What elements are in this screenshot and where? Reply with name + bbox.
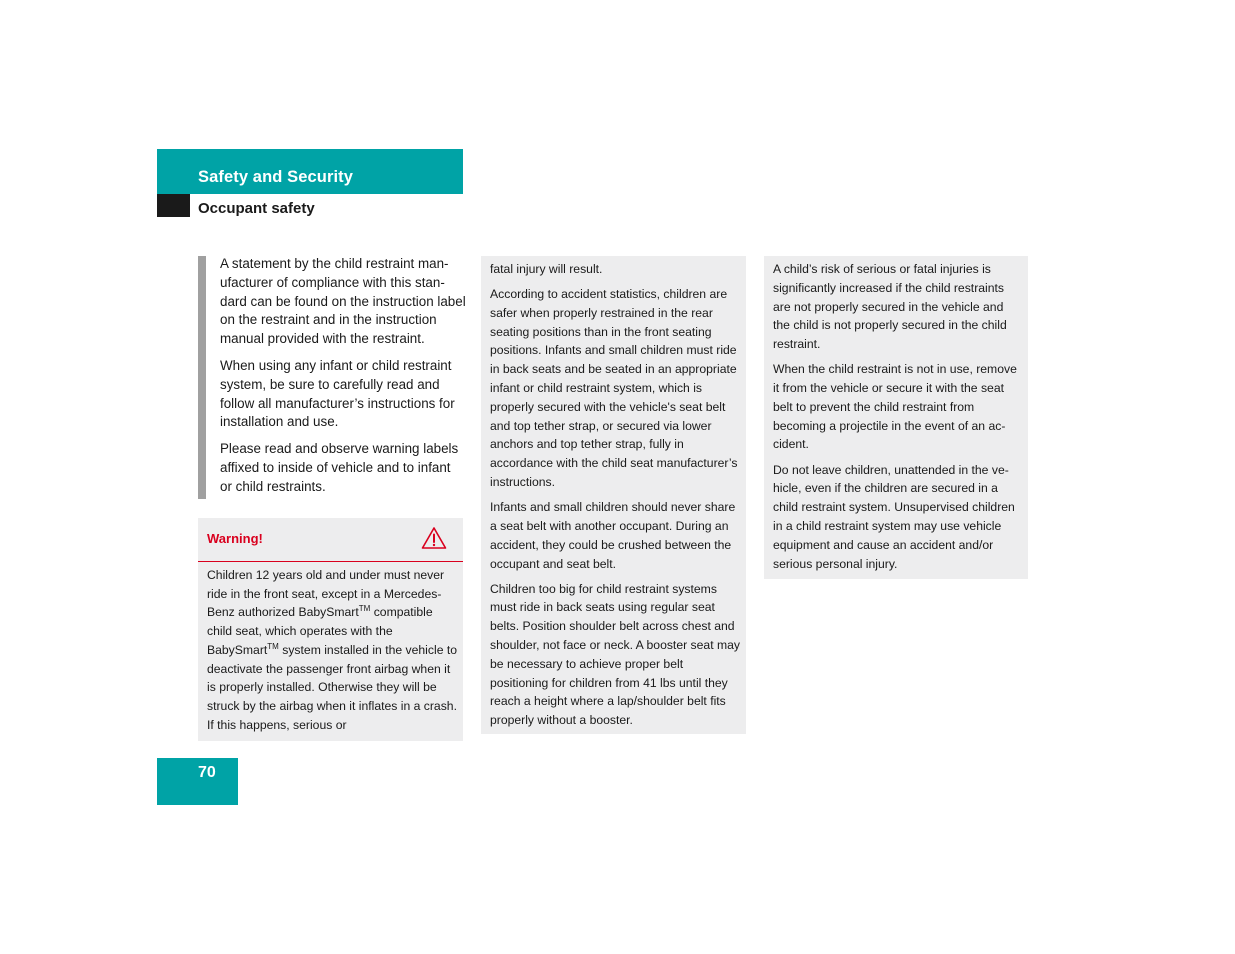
- text-column-2: [481, 256, 746, 734]
- note-paragraph: A statement by the child restraint manufacturer of compliance with this standard can be found on the instruction label on the restraint and in the instruction manual provided with the restraint.: [220, 256, 466, 347]
- trademark-mark: TM: [358, 604, 371, 614]
- note-text: [220, 255, 466, 505]
- warning-header: [198, 518, 463, 562]
- trademark-mark: TM: [267, 641, 279, 651]
- note-paragraph: Please read and observe warning labels affixed to inside of vehicle and to infant or child restraints.: [220, 441, 459, 494]
- column-paragraph: When the child restraint is not in use, remove it from the vehicle or secure it with the seat belt to prevent the child restraint from becoming a projectile in the event of an accident.: [773, 362, 1017, 452]
- warning-triangle-icon: [421, 526, 447, 550]
- page-number: 70: [198, 764, 216, 781]
- column-paragraph: A child’s risk of serious or fatal injuries is significantly increased if the child restraints are not properly secured in the vehicle and the child is not properly secured in the child restraint.: [773, 262, 1007, 352]
- warning-text: [207, 566, 459, 734]
- column-paragraph: Do not leave children, unattended in the vehicle, even if the children are secured in a child restraint system. Unsupervised children in a child restraint system may use vehicle equipment and cause an accident and/or serious personal injury.: [773, 462, 1015, 571]
- column-paragraph: According to accident statistics, children are safer when properly restrained in the rear seating positions than in the front seating positions. Infants and small children must ride in back seats and be seated in an appropriate infant or child restraint system, which is properly secured with the vehicle's seat belt and top tether strap, or secured via lower anchors and top tether strap, fully in accordance with the child seat manufacturer’s instructions.: [490, 287, 738, 490]
- warning-text-part: compatible child seat, which operates with the BabySmart: [207, 605, 433, 657]
- column-2-text: [490, 260, 740, 736]
- column-paragraph: Children too big for child restraint systems must ride in back seats using regular seat belts. Position shoulder belt across chest and shoulder, not face or neck. A booster seat may be necessary to achieve proper belt positioning for children from 41 lbs until they reach a height where a lap/shoulder belt fits properly without a booster.: [490, 581, 740, 728]
- note-paragraph: When using any infant or child restraint system, be sure to carefully read and follow all manufacturer’s instructions for installation and use.: [220, 357, 455, 430]
- warning-text-part: Children 12 years old and under must never ride in the front seat, except in a Mercedes-Benz authorized BabySmart: [207, 568, 445, 620]
- section-title: Safety and Security: [198, 168, 354, 186]
- column-paragraph: Infants and small children should never share a seat belt with another occupant. During an accident, they could be crushed between the occupant and seat belt.: [490, 500, 736, 571]
- warning-box: [198, 518, 463, 741]
- subsection-marker: [157, 194, 190, 217]
- warning-label: Warning!: [207, 531, 263, 546]
- note-side-bar: [198, 256, 206, 499]
- subsection-title: Occupant safety: [198, 200, 315, 217]
- warning-text-part: system installed in the vehicle to deactivate the passenger front airbag when it is properly installed. Otherwise they will be struck by the airbag when it inflates in a crash. If this happens, serious or: [207, 642, 458, 732]
- column-3-text: [773, 260, 1023, 580]
- column-paragraph: fatal injury will result.: [490, 262, 603, 276]
- text-column-3: [764, 256, 1028, 579]
